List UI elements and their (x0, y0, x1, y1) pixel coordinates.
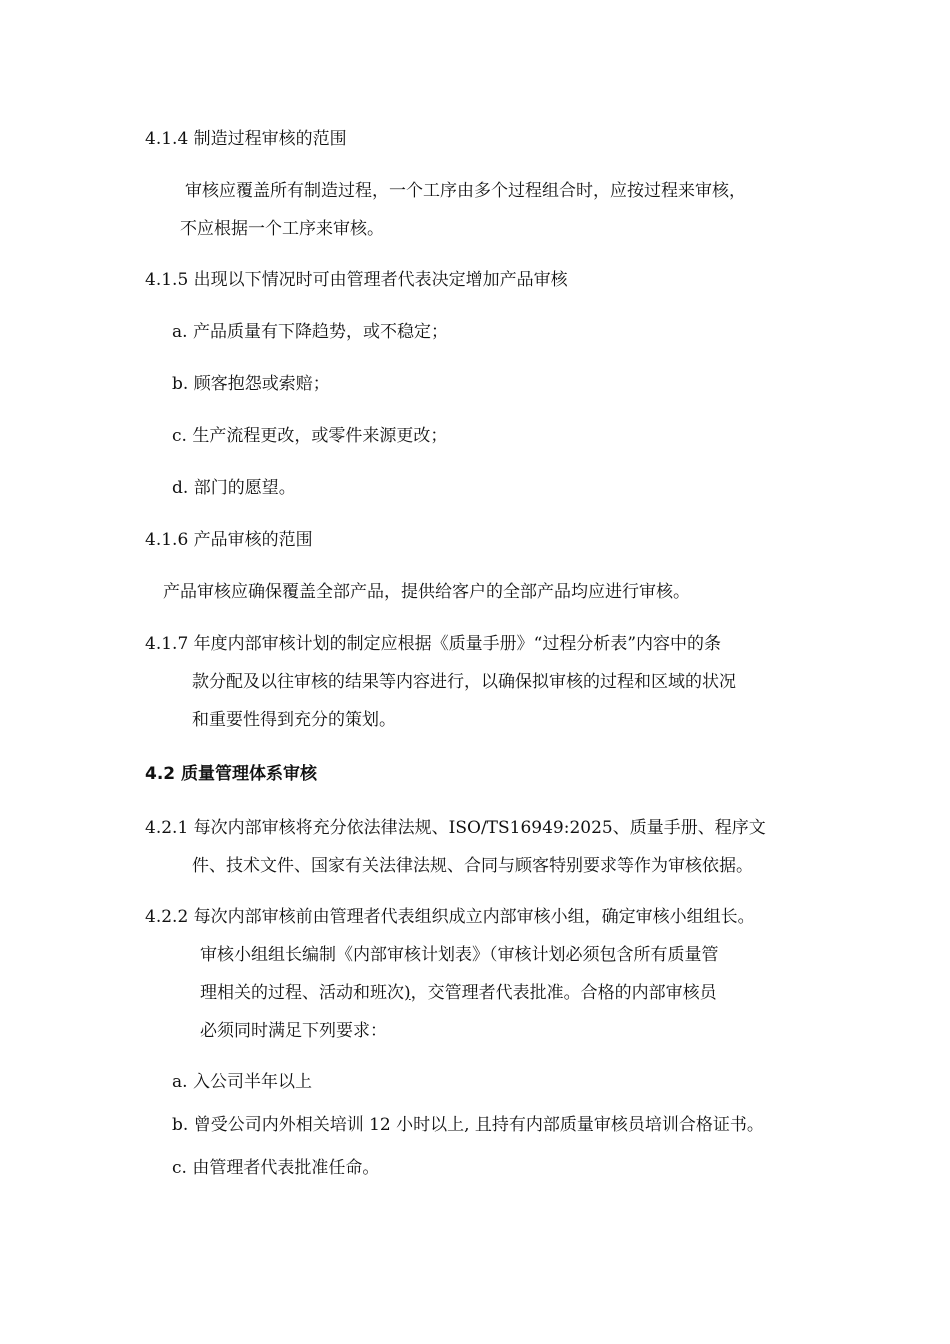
requirement-item-b: b. 曾受公司内外相关培训 12 小时以上, 且持有内部质量审核员培训合格证书。 (172, 1115, 764, 1135)
heading-4-2: 4.2 质量管理体系审核 (145, 764, 318, 784)
underlined-paren: ) (404, 983, 411, 1003)
text-run: 理相关的过程、活动和班次 (200, 983, 404, 1003)
paragraph-4-2-1-line-2: 件、技术文件、国家有关法律法规、合同与顾客特别要求等作为审核依据。 (192, 856, 753, 876)
list-item-d: d. 部门的愿望。 (172, 478, 296, 498)
paragraph-line: 产品审核应确保覆盖全部产品，提供给客户的全部产品均应进行审核。 (163, 582, 690, 602)
paragraph-4-2-2-line-4: 必须同时满足下列要求： (200, 1021, 387, 1041)
paragraph-4-2-2-line-2: 审核小组组长编制《内部审核计划表》（审核计划必须包含所有质量管 (200, 945, 719, 965)
paragraph-line: 审核应覆盖所有制造过程，一个工序由多个过程组合时，应按过程来审核， (185, 181, 746, 201)
paragraph-4-2-1-line-1: 4.2.1 每次内部审核将充分依法律法规、ISO/TS16949:2025、质量手册、程序文 (145, 818, 766, 838)
list-item-a: a. 产品质量有下降趋势，或不稳定； (172, 322, 448, 342)
heading-4-1-4: 4.1.4 制造过程审核的范围 (145, 129, 347, 149)
paragraph-4-2-2-line-3 (200, 981, 717, 1005)
paragraph-4-1-7-line-2: 款分配及以往审核的结果等内容进行，以确保拟审核的过程和区域的状况 (192, 672, 736, 692)
text-run: ，交管理者代表批准。合格的内部审核员 (410, 983, 717, 1003)
requirement-item-c: c. 由管理者代表批准任命。 (172, 1158, 380, 1178)
heading-4-1-5: 4.1.5 出现以下情况时可由管理者代表决定增加产品审核 (145, 270, 568, 290)
paragraph-line: 不应根据一个工序来审核。 (180, 219, 384, 239)
list-item-b: b. 顾客抱怨或索赔； (172, 374, 330, 394)
list-item-c: c. 生产流程更改，或零件来源更改； (172, 426, 448, 446)
paragraph-4-2-2-line-1: 4.2.2 每次内部审核前由管理者代表组织成立内部审核小组，确定审核小组组长。 (145, 907, 755, 927)
requirement-item-a: a. 入公司半年以上 (172, 1072, 312, 1092)
heading-4-1-6: 4.1.6 产品审核的范围 (145, 530, 313, 550)
paragraph-4-1-7-line-3: 和重要性得到充分的策划。 (192, 710, 396, 730)
paragraph-4-1-7-line-1: 4.1.7 年度内部审核计划的制定应根据《质量手册》“过程分析表”内容中的条 (145, 634, 722, 654)
